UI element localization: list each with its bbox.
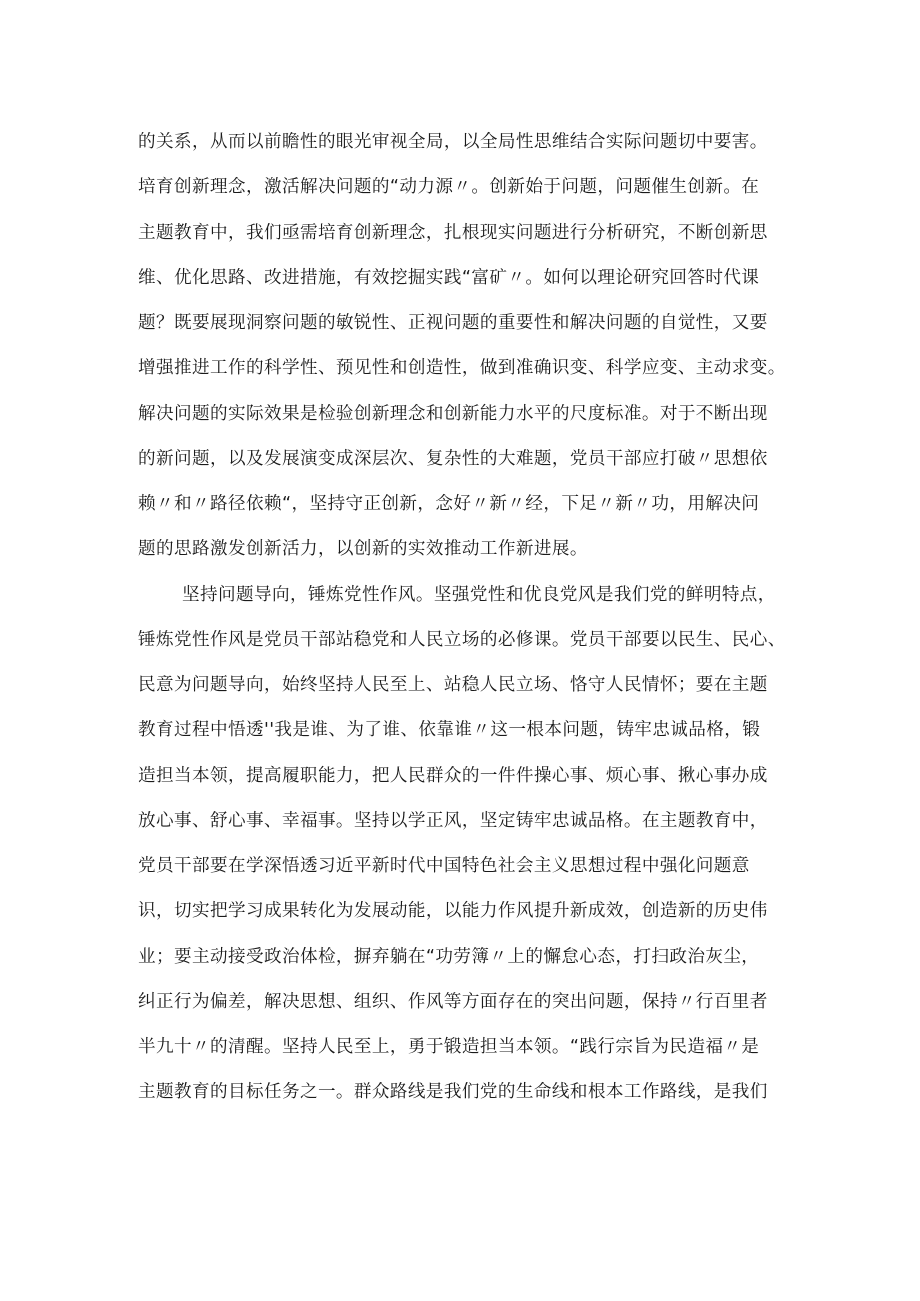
text-line: 赖〃和〃路径依赖“，坚持守正创新，念好〃新〃经，下足〃新〃功，用解决问 — [138, 494, 760, 514]
text-line: 造担当本领，提高履职能力，把人民群众的一件件操心事、烦心事、揪心事办成 — [138, 766, 768, 786]
text-line: 民意为问题导向，始终坚持人民至上、站稳人民立场、恪守人民情怀；要在主题 — [138, 675, 768, 695]
text-line: 党员干部要在学深悟透习近平新时代中国特色社会主义思想过程中强化问题意 — [138, 856, 750, 876]
text-line: 的关系，从而以前瞻性的眼光审视全局，以全局性思维结合实际问题切中要害。 — [138, 132, 768, 152]
text-line: 识，切实把学习成果转化为发展动能，以能力作风提升新成效，创造新的历史伟 — [138, 901, 768, 921]
text-line: 题的思路激发创新活力，以创新的实效推动工作新进展。 — [138, 539, 588, 559]
text-line: 增强推进工作的科学性、预见性和创造性，做到准确识变、科学应变、主动求变。 — [138, 358, 786, 378]
text-line: 题？既要展现洞察问题的敏锐性、正视问题的重要性和解决问题的自觉性，又要 — [138, 313, 768, 333]
text-line: 业；要主动接受政治体检，摒弃躺在“功劳簿〃上的懈怠心态，打扫政治灰尘， — [138, 947, 760, 967]
text-line: 半九十〃的清醒。坚持人民至上，勇于锻造担当本领。“践行宗旨为民造福〃是 — [138, 1037, 760, 1057]
text-line: 培育创新理念，激活解决问题的“动力源〃。创新始于问题，问题催生创新。在 — [138, 177, 760, 197]
text-line: 维、优化思路、改进措施，有效挖掘实践“富矿〃。如何以理论研究回答时代课 — [138, 268, 760, 288]
text-line: 主题教育中，我们亟需培育创新理念，扎根现实问题进行分析研究，不断创新思 — [138, 223, 768, 243]
text-line: 放心事、舒心事、幸福事。坚持以学正风，坚定铸牢忠诚品格。在主题教育中， — [138, 811, 768, 831]
paragraph-first-line: 坚持问题导向，锤炼党性作风。坚强党性和优良党风是我们党的鲜明特点， — [182, 585, 776, 605]
text-line: 锤炼党性作风是党员干部站稳党和人民立场的必修课。党员干部要以民生、民心、 — [138, 630, 786, 650]
text-line: 解决问题的实际效果是检验创新理念和创新能力水平的尺度标准。对于不断出现 — [138, 404, 768, 424]
text-line: 教育过程中悟透''我是谁、为了谁、依靠谁〃这一根本问题，铸牢忠诚品格，锻 — [138, 720, 761, 740]
text-line: 主题教育的目标任务之一。群众路线是我们党的生命线和根本工作路线，是我们 — [138, 1082, 768, 1102]
text-line: 的新问题，以及发展演变成深层次、复杂性的大难题，党员干部应打破〃思想依 — [138, 449, 768, 469]
text-line: 纠正行为偏差，解决思想、组织、作风等方面存在的突出问题，保持〃行百里者 — [138, 992, 768, 1012]
